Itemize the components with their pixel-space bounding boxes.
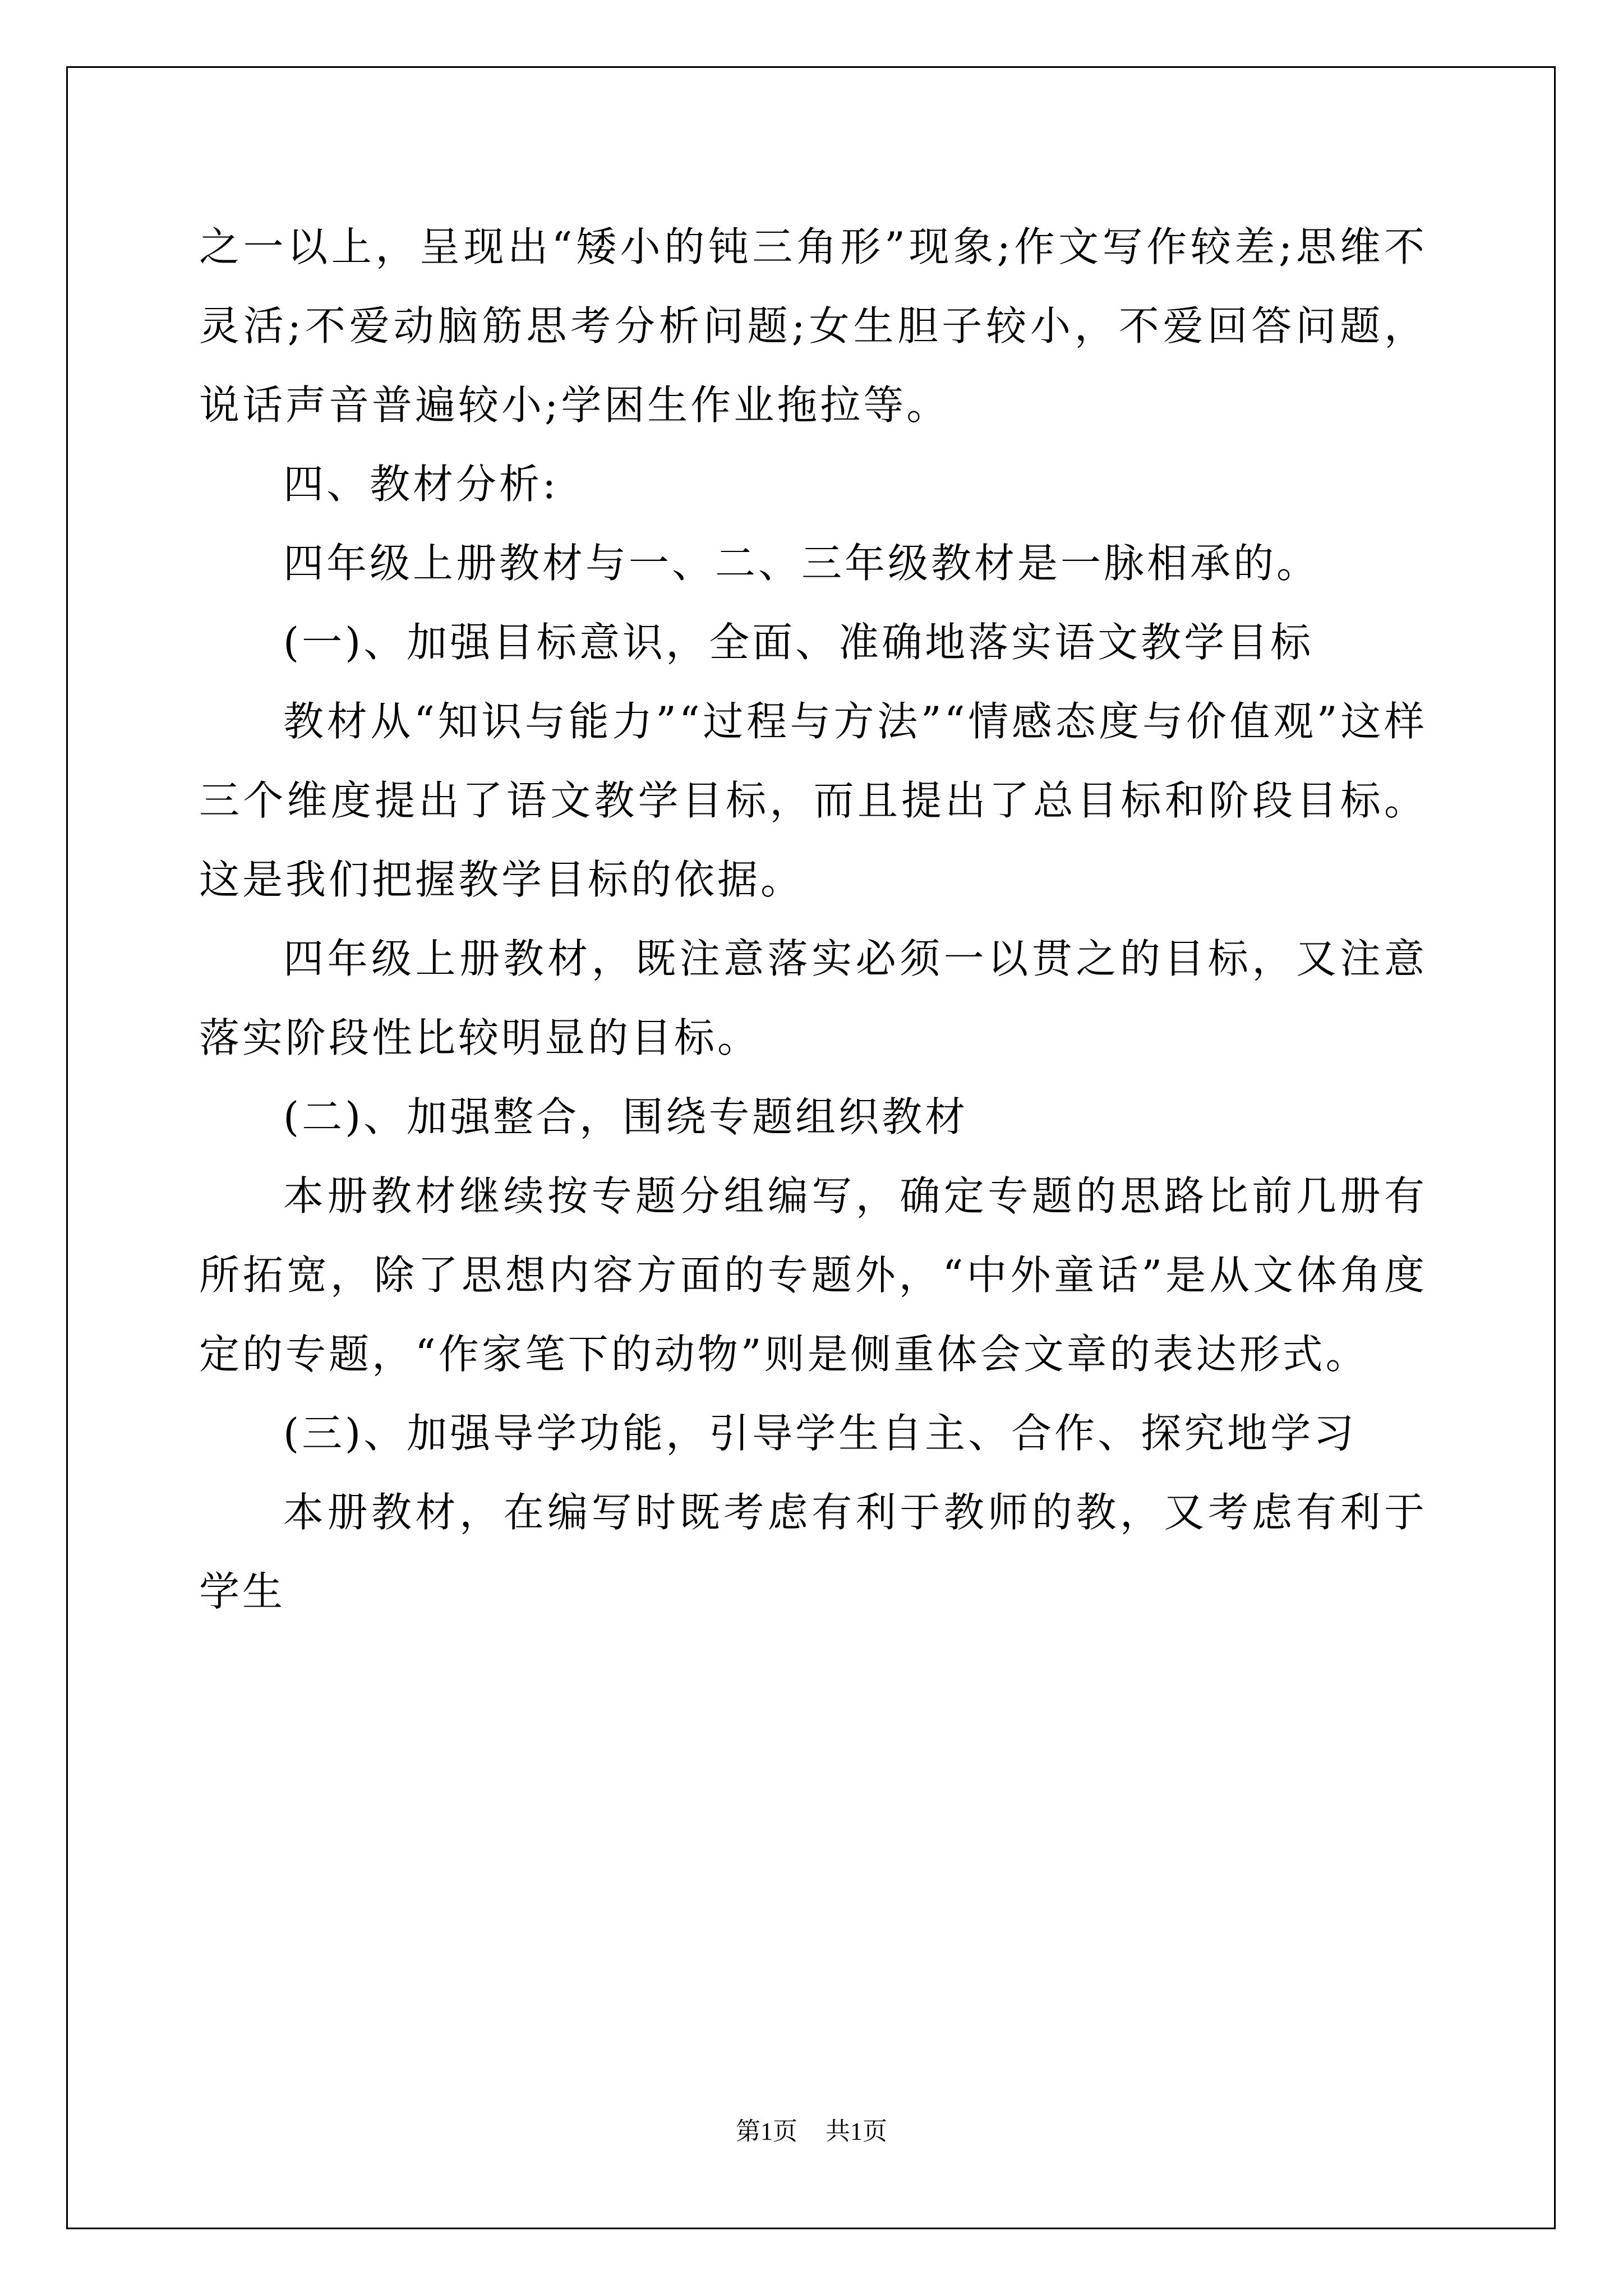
subheading-1: (一)、加强目标意识，全面、准确地落实语文教学目标 bbox=[283, 619, 1314, 666]
section-heading-textbook-analysis: 四、教材分析: bbox=[283, 461, 559, 508]
page-number-current: 第1页 bbox=[736, 2118, 797, 2145]
paragraph-5: 教材从“知识与能力”“过程与方法”“情感态度与价值观”这样三个维度提出了语文教学目标，而且提出了总目标和阶段目标。这是我们把握教学目标的依据。 bbox=[199, 698, 1427, 903]
page-number-total: 共1页 bbox=[826, 2118, 887, 2145]
subheading-3: (三)、加强导学功能，引导学生自主、合作、探究地学习 bbox=[283, 1410, 1357, 1457]
paragraph-6: 四年级上册教材，既注意落实必须一以贯之的目标，又注意落实阶段性比较明显的目标。 bbox=[199, 935, 1427, 1061]
document-body bbox=[199, 208, 1427, 1631]
paragraph-1: 之一以上，呈现出“矮小的钝三角形”现象;作文写作较差;思维不灵活;不爱动脑筋思考分析问题;女生胆子较小，不爱回答问题，说话声音普遍较小;学困生作业拖拉等。 bbox=[199, 223, 1427, 429]
paragraph-8: 本册教材继续按专题分组编写，确定专题的思路比前几册有所拓宽，除了思想内容方面的专题外，“中外童话”是从文体角度定的专题，“作家笔下的动物”则是侧重体会文章的表达形式。 bbox=[199, 1172, 1427, 1378]
paragraph-10: 本册教材，在编写时既考虑有利于教师的教，又考虑有利于学生 bbox=[199, 1489, 1427, 1615]
subheading-2: (二)、加强整合，围绕专题组织教材 bbox=[283, 1093, 969, 1140]
paragraph-3: 四年级上册教材与一、二、三年级教材是一脉相承的。 bbox=[283, 540, 1320, 587]
page-footer bbox=[0, 2115, 1623, 2148]
